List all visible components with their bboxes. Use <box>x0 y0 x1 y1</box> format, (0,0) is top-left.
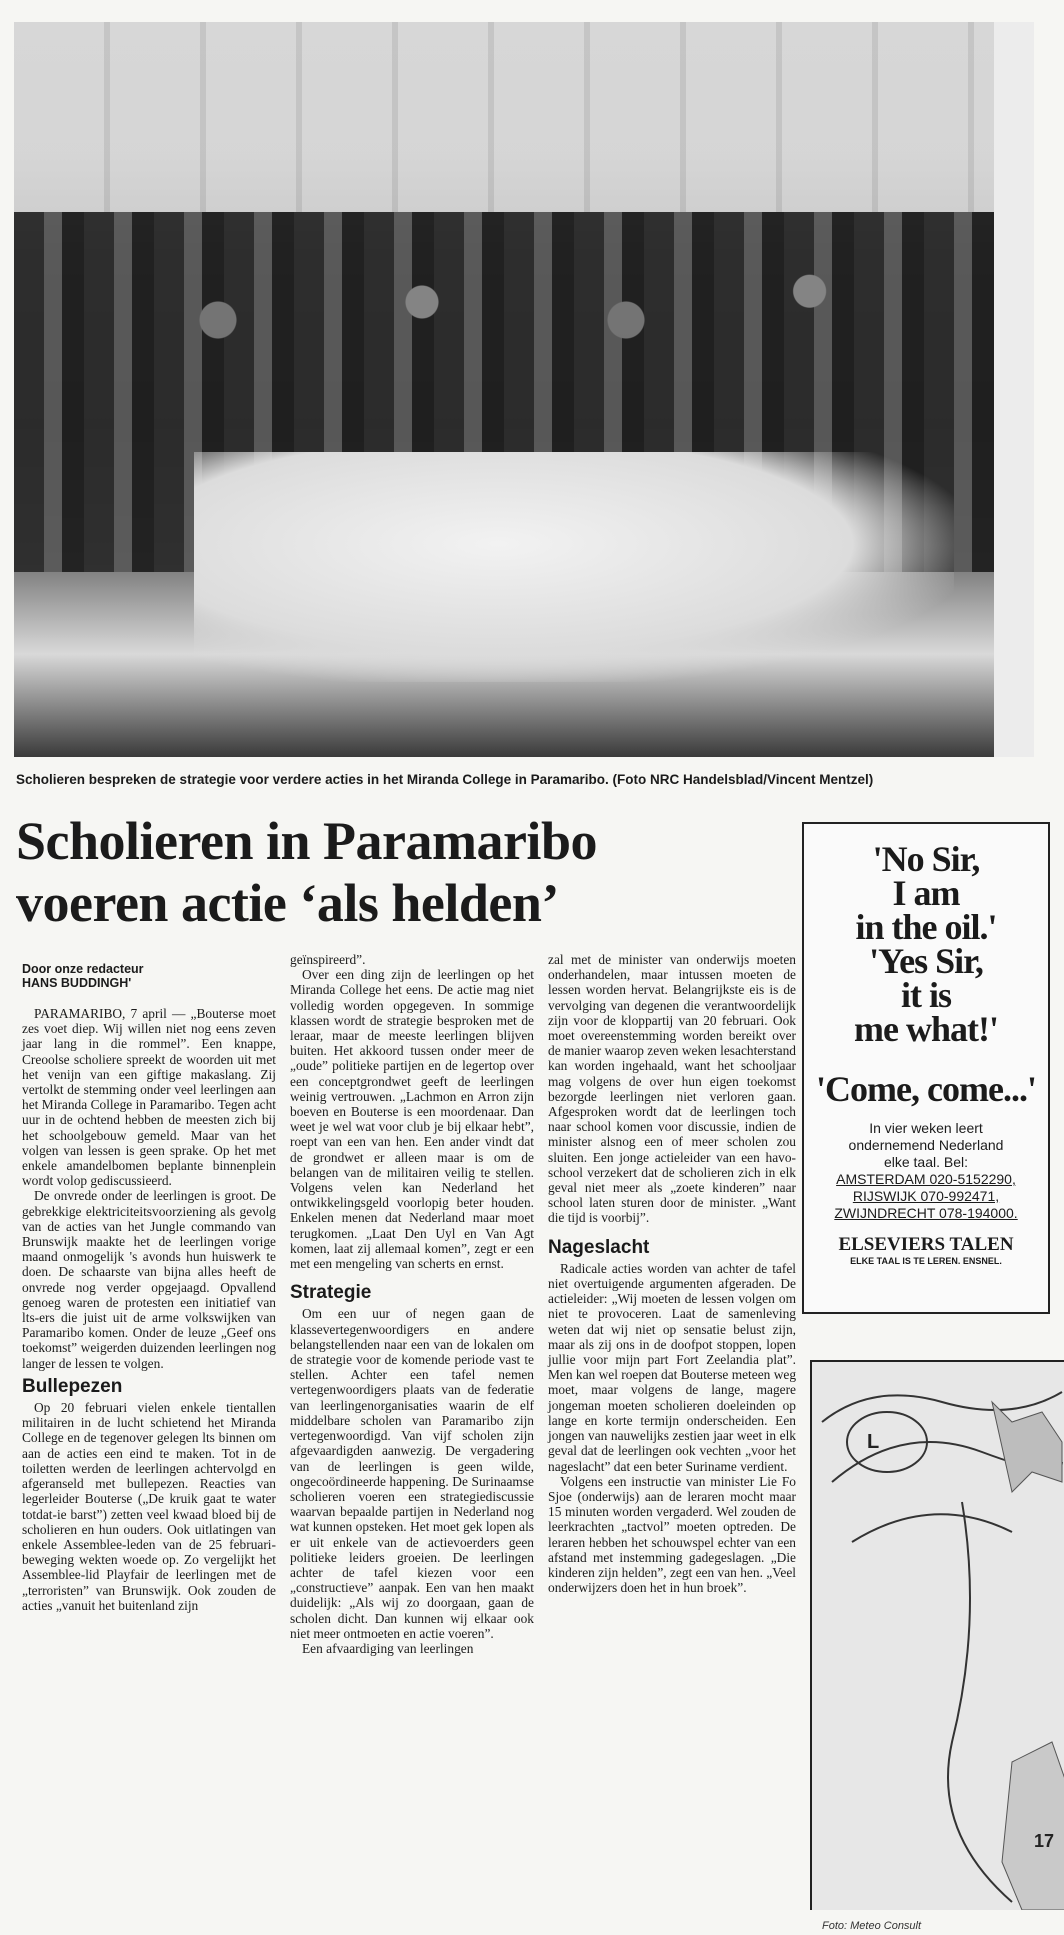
ad-quote-line: 'No Sir, <box>872 839 980 879</box>
byline <box>22 962 272 990</box>
ad-body-line: ondernemend Nederland <box>848 1137 1004 1153</box>
paragraph: De onvrede onder de leerlingen is groot. De gebrekkige elektriciteitsvoorziening als gevolg van de acties van het Jungle commando van Brunswijk maakte het de leerlingen vorige maand onmogelijk 's avonds hun huiswerk te doen. De schaarste van bijna alles heeft de onvrede nog verder opgejaagd. Opvallend genoeg waren de protesten een initiatief van lts-ers die juist uit de arme volkswijken van Paramaribo komen. Onder de leuze „Geef ons toekomst” weigerden duizenden leerlingen nog langer de lessen te volgen. <box>22 1188 276 1371</box>
subheading-strategie: Strategie <box>290 1282 372 1304</box>
photo-ceiling <box>14 22 1034 212</box>
paragraph: Een afvaardiging van leerlingen <box>302 1640 474 1656</box>
subheading-bullepezen: Bullepezen <box>22 1375 123 1397</box>
headline-line-1: Scholieren in Paramaribo <box>16 811 597 871</box>
weather-map-graphic <box>812 1362 1064 1910</box>
ad-quote-line: me what!' <box>854 1009 998 1049</box>
map-label-temp: 17 <box>1034 1831 1055 1851</box>
front-line <box>948 1502 1012 1902</box>
paragraph: PARAMARIBO, 7 april — „Bouterse moet zes voet diep. Wij willen niet nog eens zeven jaar lang in die rommel”. Een knappe, Creoolse scholiere spreekt de woorden uit met het venijn van een giftige makaslang. Zij vertolkt de stemming onder veel leerlingen aan het Miranda College in Paramaribo. Tegen acht uur in de ochtend hebben de meesten zich bij het schoolgebouw gemeld. Maar van het volgen van lessen is geen sprake. Op het met enkele amandelbomen beplante binnenplein wordt volop gediscussieerd. <box>22 1006 276 1189</box>
paragraph: Radicale acties worden van achter de tafel niet overtuigende argumenten afgeraden. De actieleider: „Wij moeten de lessen volgen om niet te provoceren. Laat de samenleving weten dat wij niet op sensatie belust zijn, maar als zij ons in de doofpot stoppen, lopen jullie voor mijn part Fort Zeelandia plat”. Men kan wel roepen dat Bouterse meteen weg moet, maar volgens de lange, magere jongeman moeten scholieren doeleinden op lange en korte termijn onderscheiden. Een jongen van nauwelijks zestien jaar weet in elk geval dat de leerlingen ook vechten „voor het nageslacht” dat een beter Suriname verdient. <box>548 1260 797 1474</box>
paragraph: Over een ding zijn de leerlingen op het Miranda College het eens. De actie mag niet volledig worden opgegeven. In sommige klassen wordt de strategie besproken met de leraar, maar de meeste leerlingen blijven buiten. Het akkoord tussen onder meer de „oude” politieke partijen en de legertop over een conceptgrondwet geeft de leerlingen weinig vertrouwen. „Lachmon en Arron zijn boeven en Bouterse is een moordenaar. Dan weet je wel wat voor club je bij elkaar hebt”, roept van een van hen. Een ander vindt dat de grondwet er alleen maar is om de belangen van de militairen veilig te stellen. Volgens velen kan Nederland het ontwikkelingsgeld voorlopig beter houden. Enkelen menen dat Nederland maar moet terugkomen. „Laat Den Uyl en Van Agt komen, laat zij allemaal komen”, zegt er een met een mengeling van scherts en ernst. <box>290 967 534 1272</box>
ad-quote-1 <box>804 839 1048 1049</box>
ad-quote-2: 'Come, come...' <box>816 1069 1036 1109</box>
landmass <box>992 1402 1062 1492</box>
article-column-3 <box>548 952 796 1595</box>
map-label-low: L <box>867 1431 880 1453</box>
ad-quote-line: it is <box>900 975 951 1015</box>
advertisement-elseviers-talen <box>802 822 1050 1314</box>
headline-line-2: voeren actie ‘als helden’ <box>16 873 559 933</box>
article-column-1 <box>22 1006 276 1613</box>
paragraph: Om een uur of negen gaan de klassevertegenwoordigers en andere belangstellenden naar een van de lokalen om de strategie voor de komende periode vast te stellen. Achter een tafel nemen vertegenwoordigers plaats van de federatie van leerlingenorganisaties waarin de elf middelbare scholen van Paramaribo zijn vertegenwoordigd. Van vijf scholen zijn afgevaardigden aanwezig. De vergadering van de leerlingen is geen wilde, ongecoördineerde happening. De Surinaamse scholieren voeren een strategiediscussie waarvan bepaalde partijen in Nederland nog wat kunnen opsteken. Het moet gek lopen als er uit enkele van de actievoerders geen politieke leiders groeien. De leerlingen achter de tafel kiezen voor een „constructieve” aanpak. Een van hen maakt duidelijk: „Als wij zo doorgaan, gaan de scholen dicht. Dan kunnen wij elkaar ook niet meer ontmoeten en actie voeren”. <box>290 1306 534 1641</box>
ad-quote-line: in the oil.' <box>855 907 997 947</box>
isobar <box>852 1514 1012 1542</box>
ad-body-line: In vier weken leert <box>869 1120 983 1136</box>
paragraph: zal met de minister van onderwijs moeten onderhandelen, maar intussen moeten de lessen worden hervat. Belangrijkste eis is de vervolging van degenen die verantwoordelijk zijn voor de kloppartij van 20 februari. Ook moet overeenstemming worden bereikt over de manier waarop zeven weken lesachterstand kan worden ingehaald, want het schooljaar mag volgens de over hun eigen toekomst bezorgde leerlingen niet verloren gaan. Afgesproken wordt dat de leerlingen toch naar school komen voor discussie, indien de minister alsnog een of meer scholen zou sluiten. Een jonge actieleider van een havo-school verzekert dat de scholieren zich in elk geval niet meer als „zoete kinderen” naar school laten sturen door de minister. „Want die tijd is voorbij”. <box>548 952 796 1226</box>
ad-body-line: elke taal. Bel: <box>883 1154 969 1170</box>
ad-tagline: ELKE TAAL IS TE LEREN. ENSNEL. <box>850 1256 1002 1266</box>
news-photo <box>14 22 1034 757</box>
photo-edge <box>994 22 1034 757</box>
ad-phone-zwijndrecht: ZWIJNDRECHT 078-194000. <box>834 1205 1018 1221</box>
article-column-2 <box>290 952 534 1656</box>
ad-quote-line: 'Yes Sir, <box>869 941 983 981</box>
subheading-nageslacht: Nageslacht <box>548 1236 650 1258</box>
paragraph: Volgens een instructie van minister Lie Fo Sjoe (onderwijs) aan de leraren mocht maar 15 minuten worden vergaderd. Wel zouden de leerkrachten „tactvol” moeten optreden. De leraren hebben het schouwspel echter van een afstand met instemming gadegeslagen. „Die kinderen zijn helden”, zegt een van hen. „Veel onderwijzers doen het in hun broek”. <box>548 1473 796 1596</box>
photo-caption: Scholieren bespreken de strategie voor verdere acties in het Miranda College in Paramaribo. (Foto NRC Handelsblad/Vincent Mentzel) <box>16 772 874 787</box>
headline <box>16 810 796 934</box>
weather-map <box>810 1360 1064 1910</box>
map-credit: Foto: Meteo Consult <box>822 1920 922 1932</box>
paragraph: Op 20 februari vielen enkele tientallen militairen in de lucht schietend het Miranda College en de tegenover gelegen lts binnen om aan de acties een eind te maken. Tot in de toiletten werden de leerlingen achtervolgd en afgeranseld met bullepezen. Reacties van legerleider Bouterse („De kruik gaat te water totdat-ie barst”) zetten veel kwaad bloed bij de scholieren en hun ouders. Ook uitlatingen van enkele Assemblee-leden van de 25 februari-beweging wekten woede op. Zo vergelijkt het Assemblee-lid Playfair de leerlingen met de „terroristen” van Brunswijk. Ook zouden de acties „vanuit het buitenland zijn <box>22 1400 276 1613</box>
paragraph: geïnspireerd”. <box>290 952 366 967</box>
ad-phone-amsterdam: AMSTERDAM 020-5152290, <box>836 1171 1016 1187</box>
byline-line-1: Door onze redacteur <box>22 962 144 976</box>
ad-phone-rijswijk: RIJSWIJK 070-992471, <box>852 1188 1000 1204</box>
landmass <box>1002 1742 1064 1910</box>
ad-quote-line: I am <box>892 873 960 913</box>
ad-body <box>804 1120 1048 1222</box>
byline-line-2: HANS BUDDINGH' <box>22 976 132 990</box>
ad-brand: ELSEVIERS TALEN <box>838 1234 1014 1255</box>
photo-table <box>194 452 954 682</box>
